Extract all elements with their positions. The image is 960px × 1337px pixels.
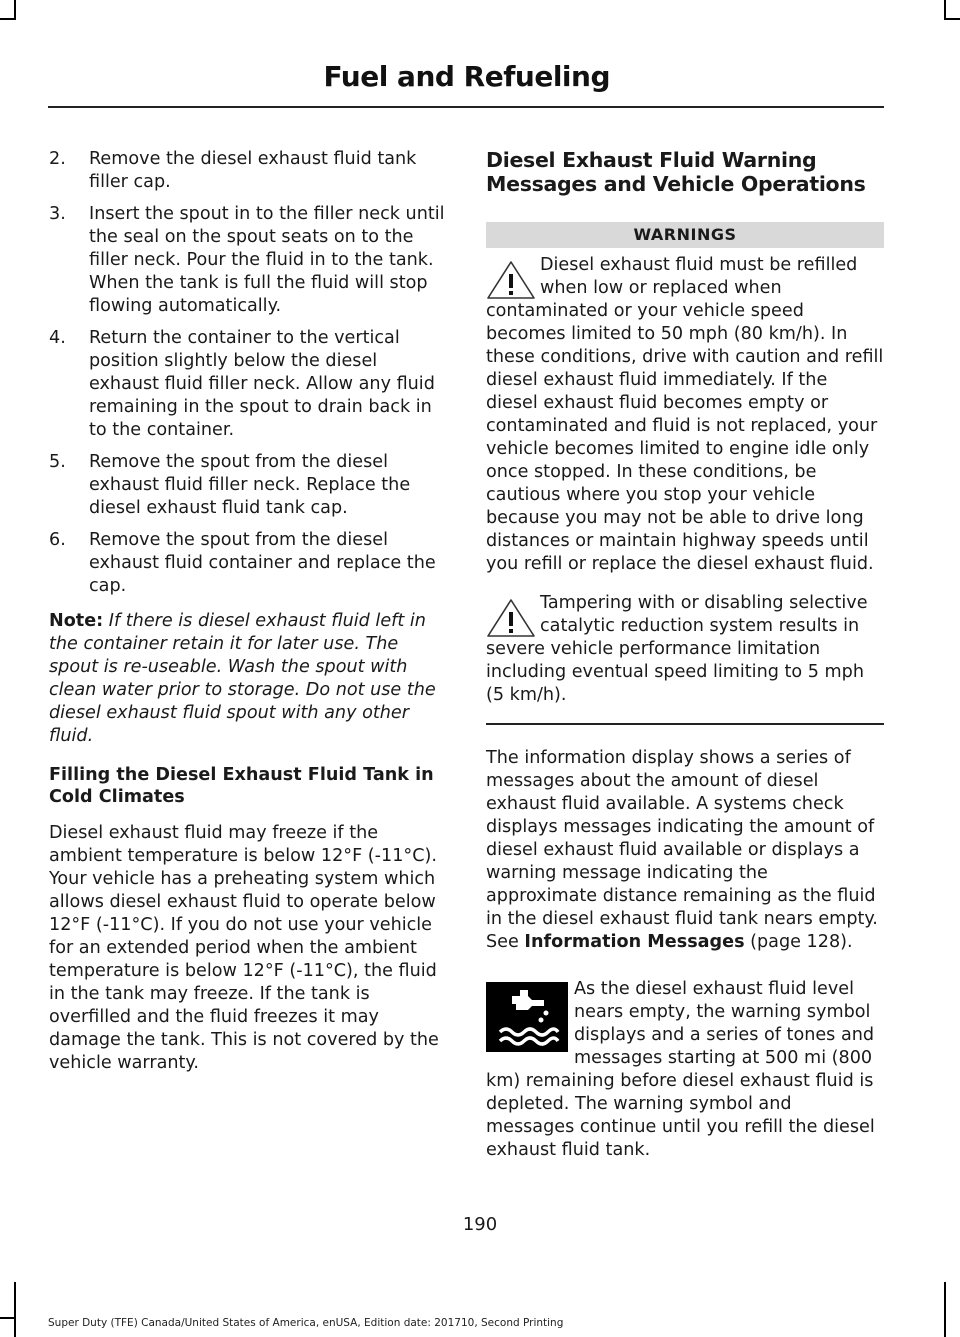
warning-text: Diesel exhaust fluid must be refilled when low or replaced when contaminated or your vehicle speed becomes limited to 50 mph (80 km/h). In these conditions, drive with caution and refill diesel exhaust fluid immediately. If the diesel exhaust fluid becomes empty or contaminated and fluid is not replaced, your vehicle becomes limited to engine idle only once stopped. In these conditions, be cautious where you stop your vehicle because you may not be able to drive long distances or maintain highway speeds until you refill or replace the diesel exhaust fluid. [486,255,884,574]
page-title: Fuel and Refueling [323,60,610,93]
crop-mark [14,1282,16,1337]
warning-triangle-icon [486,598,536,638]
step-number: 4. [49,328,66,348]
step-text: Remove the diesel exhaust fluid tank filler cap. [89,149,417,192]
crop-mark [0,18,16,20]
step-item [49,451,447,520]
warning-block [486,592,884,707]
note-label: Note: [49,611,104,631]
info-paragraph [486,747,884,954]
step-number: 3. [49,204,66,224]
crop-mark [944,18,960,20]
step-number: 5. [49,452,66,472]
step-text: Insert the spout in to the filler neck until the seal on the spout seats on to the filler neck. Pour the fluid in to the tank. When the tank is full the fluid will stop flowing automatically. [89,204,445,316]
information-messages-link[interactable]: Information Messages [524,932,745,952]
warnings-banner: WARNINGS [486,222,884,248]
warning-block [486,254,884,576]
info-text: The information display shows a series of messages about the amount of diesel exhaust fluid available. A systems check displays messages indicating the amount of diesel exhaust fluid available or displays a warning message indicating the approximate distance remaining as the fluid in the diesel exhaust fluid tank nears empty. See [486,748,878,952]
cold-climate-paragraph: Diesel exhaust fluid may freeze if the ambient temperature is below 12°F (-11°C). Your vehicle has a preheating system which allows diesel exhaust fluid to operate below 12°F (-11°C). If you do not use your vehicle for an extended period when the ambient temperature is below 12°F (-11°C), the fluid in the tank may freeze. If the tank is overfilled and the fluid freezes it may damage the tank. This is not covered by the vehicle warranty. [49,823,439,1073]
step-text: Remove the spout from the diesel exhaust fluid filler neck. Replace the diesel exhaust fluid tank cap. [89,452,411,518]
header-rule [48,106,884,108]
crop-mark [0,1317,16,1319]
note [49,610,447,748]
footer-edition: Super Duty (TFE) Canada/United States of America, enUSA, Edition date: 201710, Second Printing [48,1317,564,1329]
step-number: 2. [49,149,66,169]
step-text: Remove the spout from the diesel exhaust fluid container and replace the cap. [89,530,436,596]
crop-mark [944,1282,946,1337]
step-item [49,148,447,194]
crop-mark [14,0,16,18]
step-text: Return the container to the vertical position slightly below the diesel exhaust fluid filler neck. Allow any fluid remaining in the spout to drain back in to the container. [89,328,435,440]
note-text: If there is diesel exhaust fluid left in the container retain it for later use. The spout is re-useable. Wash the spout with clean water prior to storage. Do not use the diesel exhaust fluid spout with any other fluid. [49,611,436,746]
step-list [49,148,447,598]
step-item [49,203,447,318]
subheading-cold-climates: Filling the Diesel Exhaust Fluid Tank in Cold Climates [49,765,434,807]
def-warning-block [486,978,884,1162]
info-page-ref: (page 128). [744,932,853,952]
diesel-exhaust-fluid-icon [486,982,568,1052]
warning-text: Tampering with or disabling selective catalytic reduction system results in severe vehicle performance limitation including eventual speed limiting to 5 mph (5 km/h). [486,593,868,705]
step-item [49,529,447,598]
section-title: Diesel Exhaust Fluid Warning Messages and Vehicle Operations [486,148,866,196]
warning-triangle-icon [486,260,536,300]
step-item [49,327,447,442]
crop-mark [944,0,946,18]
step-number: 6. [49,530,66,550]
section-rule [486,723,884,725]
page-number: 190 [462,1214,498,1235]
right-column [486,148,884,1162]
left-column [49,148,447,1075]
def-level-paragraph: As the diesel exhaust fluid level nears empty, the warning symbol displays and a series of tones and messages starting at 500 mi (800 km) remaining before diesel exhaust fluid is depleted. The warning symbol and messages continue until you refill the diesel exhaust fluid tank. [486,979,875,1160]
